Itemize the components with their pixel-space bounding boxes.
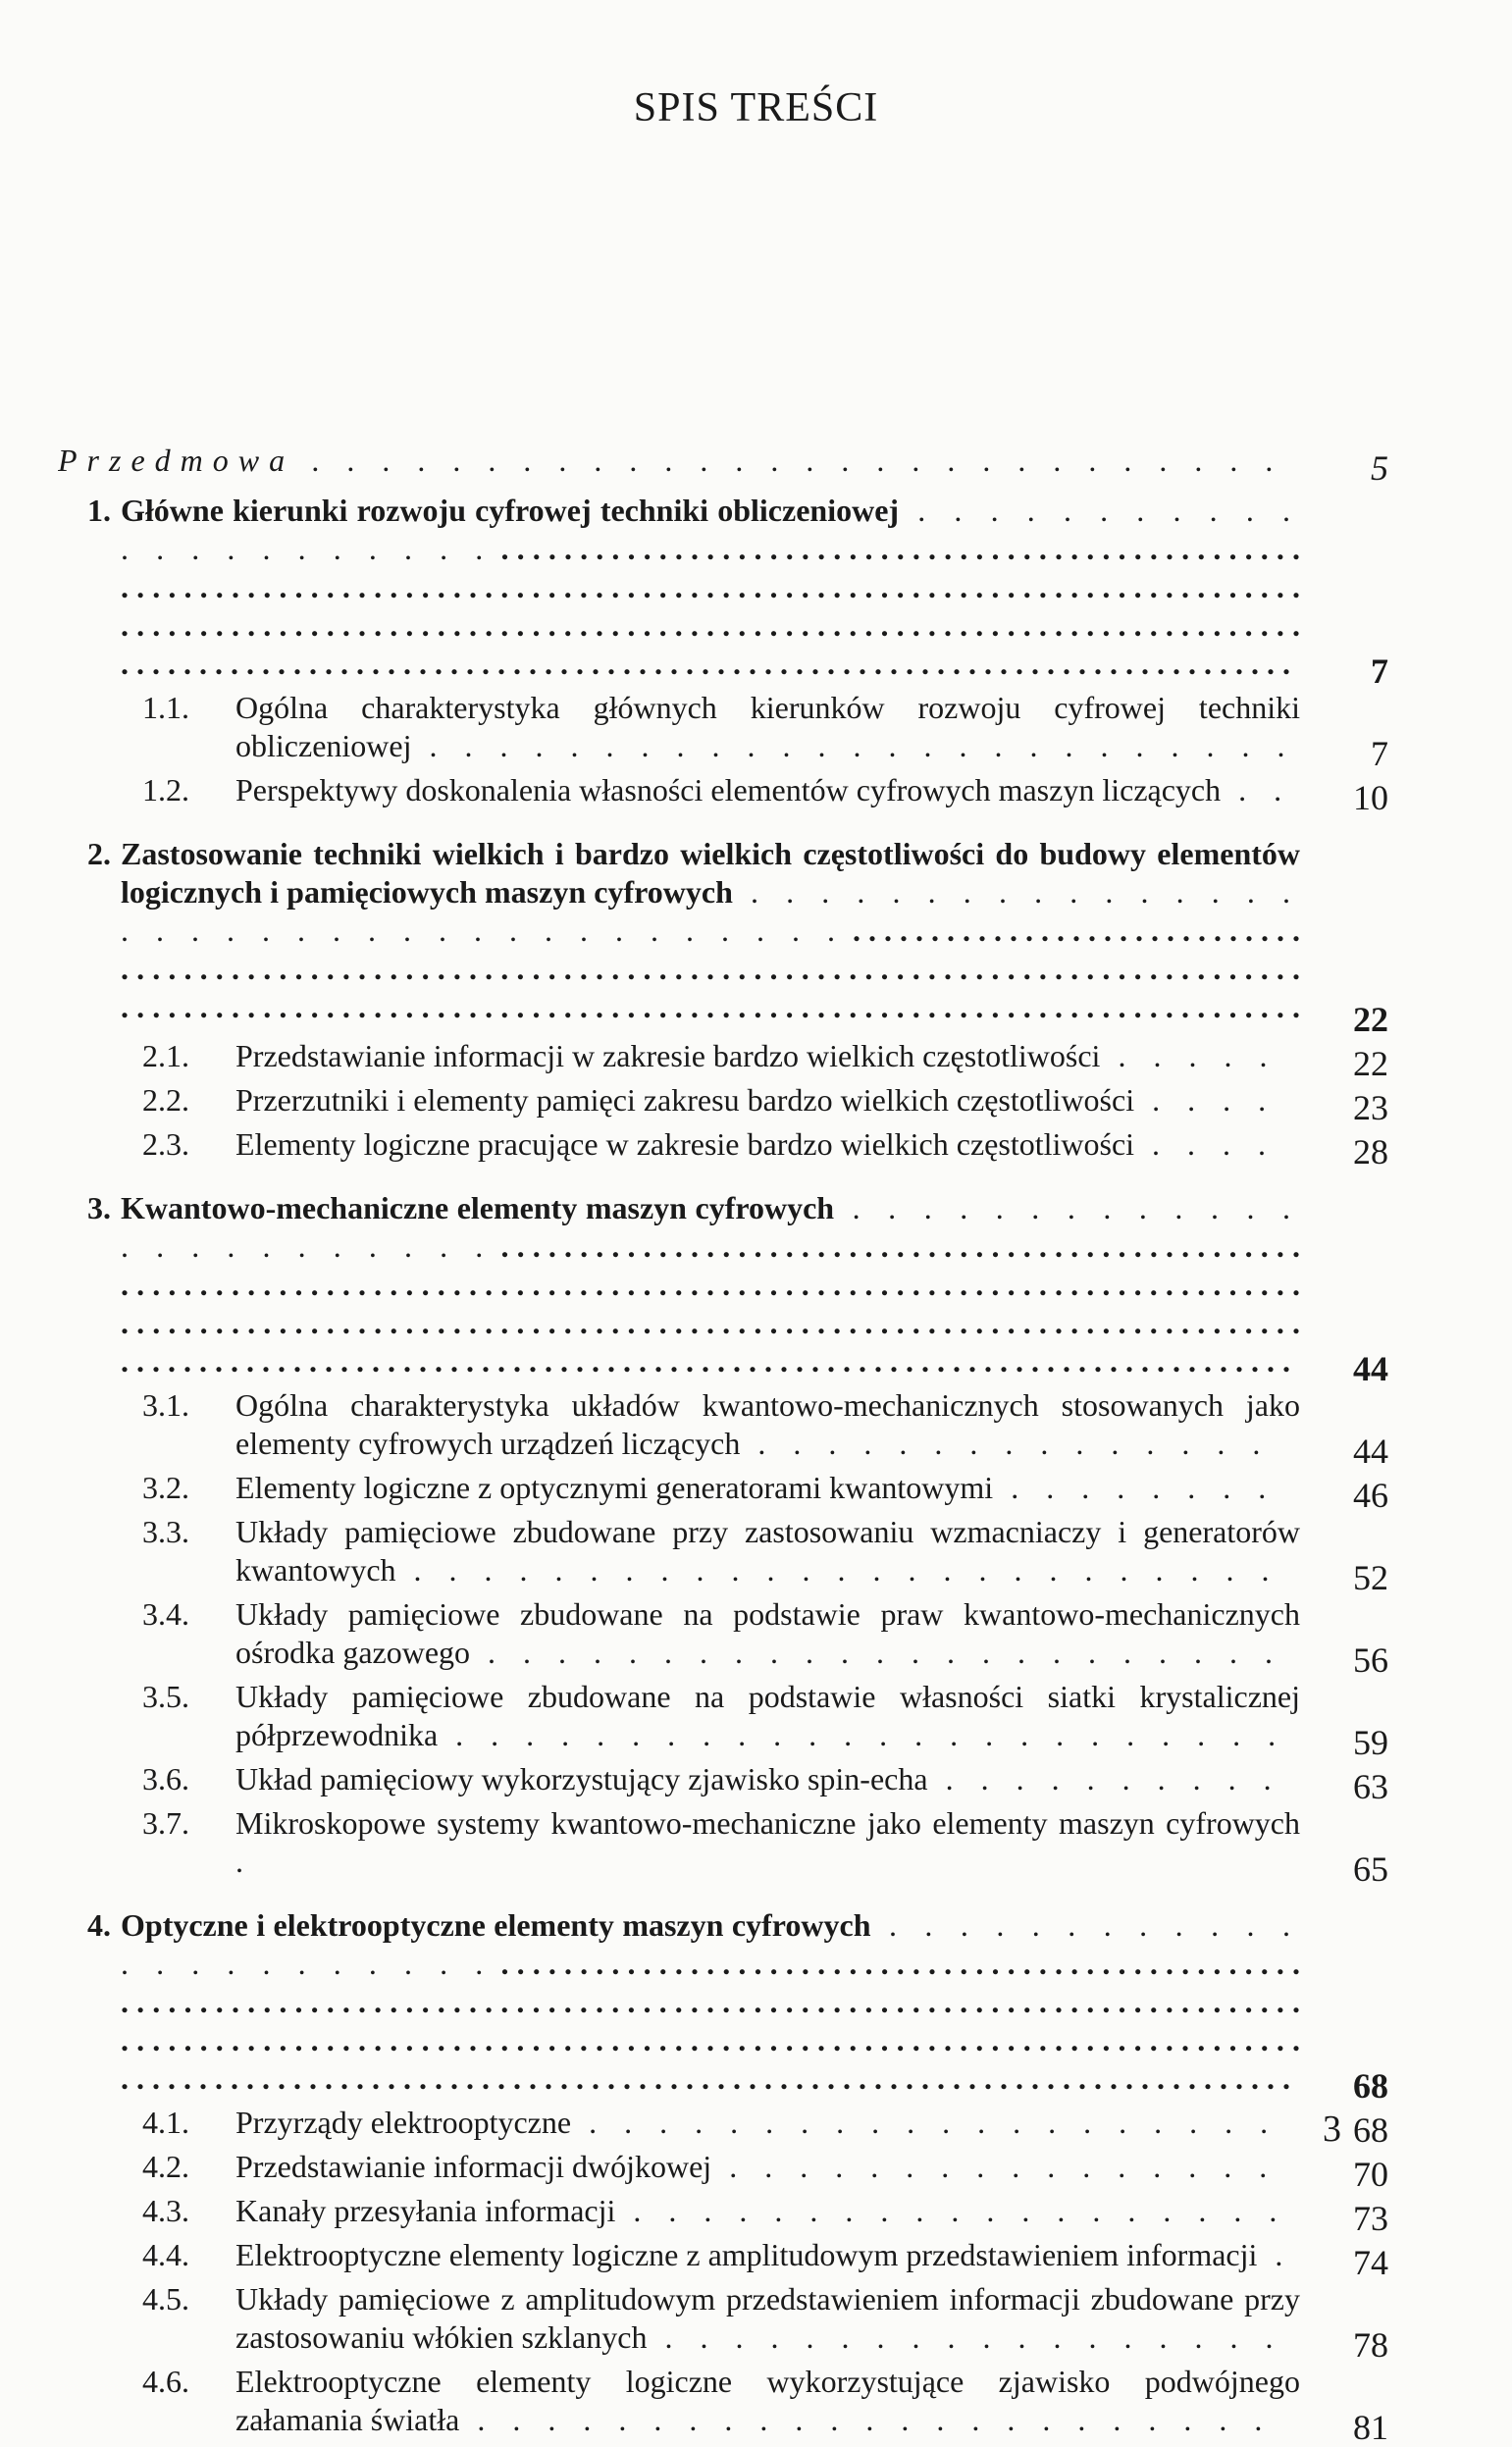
toc-entry-label: Przedmowa . . .	[58, 442, 1300, 480]
section-title: Elektrooptyczne elementy logiczne wykorzystujące zjawisko podwójnego załamania światła . . . . . . . . . . . . . . . . . . . . . . .	[235, 2364, 1300, 2437]
section-page: 73	[1353, 2199, 1388, 2238]
chapter-list	[54, 492, 1388, 2447]
toc-section[interactable]	[54, 1469, 1388, 1515]
section-page: 23	[1353, 1088, 1388, 1127]
toc-section[interactable]	[54, 2363, 1388, 2447]
dot-leader: . . . . . . . . . . . . . . . . . . . . . . . .	[121, 1190, 1300, 1264]
section-number: 3.7.	[142, 1805, 189, 1841]
section-number: 3.4.	[142, 1596, 189, 1632]
dot-leader: . . . .	[1134, 1082, 1277, 1118]
chapter-page: 22	[1353, 1000, 1388, 1039]
toc-section[interactable]	[54, 1595, 1388, 1680]
section-title: Perspektywy doskonalenia własności elementów cyfrowych maszyn liczących . .	[235, 772, 1292, 807]
section-title: Przedstawianie informacji dwójkowej . . . . . . . . . . . . . . . .	[235, 2149, 1277, 2184]
table-of-contents	[54, 442, 1388, 2447]
section-title: Układ pamięciowy wykorzystujący zjawisko spin-echa . . . . . . . . . .	[235, 1761, 1281, 1796]
section-page: 70	[1353, 2155, 1388, 2194]
dot-leader: . . . . . . . . . . . . . . . . . . . . . . . .	[438, 1717, 1286, 1752]
dot-leader: . . . . . . . . . . . . . . . . . . .	[615, 2193, 1287, 2228]
section-page: 22	[1353, 1044, 1388, 1083]
chapter-page: 44	[1353, 1349, 1388, 1388]
section-title: Układy pamięciowe zbudowane na podstawie praw kwantowo-mechanicznych ośrodka gazowego . . . . . . . . . . . . . . . . . . . . . . .	[235, 1596, 1300, 1670]
section-page: 7	[1371, 734, 1388, 773]
section-title: Kanały przesyłania informacji . . . . . . . . . . . . . . . . . . .	[235, 2193, 1287, 2228]
page-title: SPIS TREŚCI	[633, 85, 879, 130]
toc-section[interactable]	[54, 1760, 1388, 1806]
toc-section[interactable]	[54, 1386, 1388, 1471]
section-page: 44	[1353, 1432, 1388, 1471]
section-page: 68	[1353, 2110, 1388, 2150]
section-title: Elementy logiczne z optycznymi generatorami kwantowymi . . . . . . . .	[235, 1470, 1277, 1505]
section-page: 46	[1353, 1476, 1388, 1515]
section-page: 74	[1353, 2243, 1388, 2282]
dot-leader: . . . . . . . . . . . . . . . . . . . .	[571, 2105, 1278, 2140]
toc-section[interactable]	[54, 1513, 1388, 1597]
toc-section[interactable]	[54, 1081, 1388, 1127]
section-number: 3.1.	[142, 1387, 189, 1423]
section-number: 3.5.	[142, 1679, 189, 1714]
dot-leader: . . . . . . . . . . . . . . . . . . . . . . . . . . . . . . . . . . . . .	[121, 874, 1300, 948]
section-number: 4.5.	[142, 2281, 189, 2317]
section-title: Przerzutniki i elementy pamięci zakresu bardzo wielkich częstotliwości . . . .	[235, 1082, 1277, 1118]
toc-chapter[interactable]	[54, 835, 1388, 1039]
chapter-page: 68	[1353, 2066, 1388, 2106]
toc-section[interactable]	[54, 2192, 1388, 2238]
section-page: 10	[1353, 778, 1388, 817]
chapter-number: 2.	[87, 836, 111, 871]
toc-section[interactable]	[54, 2148, 1388, 2194]
toc-section[interactable]	[54, 2236, 1388, 2282]
dot-leader: . . . . . . . . . . . . . . . . . . . . . . .	[459, 2402, 1273, 2437]
dot-leader: . . . . . . . . . . . . . . .	[740, 1426, 1271, 1461]
toc-entry-preface[interactable]	[54, 442, 1388, 488]
chapter-title: Kwantowo-mechaniczne elementy maszyn cyfrowych . . . . . . . . . . . . . . . . . . . . . . . . . . .	[121, 1189, 1300, 1380]
toc-section[interactable]	[54, 2104, 1388, 2150]
dot-leader: .	[235, 1844, 253, 1879]
dot-leader: . . . . . . . .	[993, 1470, 1277, 1505]
section-number: 4.3.	[142, 2193, 189, 2228]
section-number: 4.1.	[142, 2105, 189, 2140]
chapter-number: 3.	[87, 1190, 111, 1225]
section-number: 2.3.	[142, 1126, 189, 1162]
toc-section[interactable]	[54, 1125, 1388, 1171]
section-page: 56	[1353, 1640, 1388, 1680]
section-number: 2.1.	[142, 1038, 189, 1073]
section-page: 28	[1353, 1132, 1388, 1171]
section-page: 63	[1353, 1767, 1388, 1806]
dot-leader: . . . . . . . . . . . . . . . . . .	[647, 2319, 1283, 2355]
section-number: 4.2.	[142, 2149, 189, 2184]
dot-leader: . . . .	[1134, 1126, 1277, 1162]
section-page: 81	[1353, 2408, 1388, 2447]
dot-leader: . .	[1221, 772, 1292, 807]
section-number: 3.2.	[142, 1470, 189, 1505]
chapter-title: Zastosowanie techniki wielkich i bardzo wielkich częstotliwości do budowy elementów logicznych i pamięciowych maszyn cyfrowych . . . . . . . . . . . . . . . . . . . . . . . . . . . . . . . . . . . . . . . .	[121, 835, 1300, 1031]
chapter-title: Główne kierunki rozwoju cyfrowej techniki obliczeniowej . . . . . . . . . . . . . . . . . . . . . . . . .	[121, 492, 1300, 683]
dot-leader: . . . . . . . . . . . . . . . . . . . . . . . . .	[411, 728, 1295, 763]
section-title: Elementy logiczne pracujące w zakresie bardzo wielkich częstotliwości . . . .	[235, 1126, 1277, 1162]
section-title: Elektrooptyczne elementy logiczne z amplitudowym przedstawieniem informacji .	[235, 2237, 1293, 2272]
section-title: Ogólna charakterystyka głównych kierunków rozwoju cyfrowej techniki obliczeniowej . . . . . . . . . . . . . . . . . . . . . . . . .	[235, 690, 1300, 763]
section-title: Przedstawianie informacji w zakresie bardzo wielkich częstotliwości . . . . .	[235, 1038, 1277, 1073]
chapter-number: 1.	[87, 493, 111, 528]
section-title: Układy pamięciowe zbudowane przy zastosowaniu wzmacniaczy i generatorów kwantowych . . . . . . . . . . . . . . . . . . . . . . . . .	[235, 1514, 1300, 1588]
dot-leader: . . . . . . . . . . . . . . . .	[711, 2149, 1277, 2184]
dot-leader: . . . . . . . . . . . . . . . . . . . . . . . . .	[395, 1552, 1279, 1588]
section-title: Układy pamięciowe z amplitudowym przedstawieniem informacji zbudowane przy zastosowaniu włókien szklanych . . . . . . . . . . . . . . . . . .	[235, 2281, 1300, 2355]
section-number: 4.4.	[142, 2237, 189, 2272]
dot-leader: . . . . .	[1100, 1038, 1277, 1073]
toc-chapter[interactable]	[54, 1189, 1388, 1388]
section-page: 78	[1353, 2325, 1388, 2365]
toc-chapter[interactable]	[54, 492, 1388, 691]
section-number: 1.1.	[142, 690, 189, 725]
dot-leader: . . . . . . . . . . . . . . . . . . . . . . .	[121, 1907, 1300, 1981]
chapter-page: 7	[1371, 651, 1388, 691]
toc-section[interactable]	[54, 1037, 1388, 1083]
section-number: 3.3.	[142, 1514, 189, 1549]
section-number: 1.2.	[142, 772, 189, 807]
section-page: 52	[1353, 1558, 1388, 1597]
toc-section[interactable]	[54, 1678, 1388, 1762]
toc-section[interactable]	[54, 1804, 1388, 1889]
section-title: Przyrządy elektrooptyczne . . . . . . . . . . . . . . . . . . . .	[235, 2105, 1278, 2140]
section-title: Układy pamięciowe zbudowane na podstawie własności siatki krystalicznej półprzewodnika . . . . . . . . . . . . . . . . . . . . . . . .	[235, 1679, 1300, 1752]
toc-section[interactable]	[54, 771, 1388, 817]
chapter-number: 4.	[87, 1907, 111, 1943]
toc-entry-page: 5	[1371, 448, 1388, 488]
section-title: Mikroskopowe systemy kwantowo-mechaniczne jako elementy maszyn cyfrowych .	[235, 1805, 1300, 1879]
toc-section[interactable]	[54, 689, 1388, 773]
section-title: Ogólna charakterystyka układów kwantowo-mechanicznych stosowanych jako elementy cyfrowych urządzeń liczących . . . . . . . . . . . . . . .	[235, 1387, 1300, 1461]
toc-section[interactable]	[54, 2280, 1388, 2365]
chapter-title: Optyczne i elektrooptyczne elementy maszyn cyfrowych . . . . . . . . . . . . . . . . . . . . . . . . . .	[121, 1906, 1300, 2098]
dot-leader: .	[1257, 2237, 1293, 2272]
section-number: 4.6.	[142, 2364, 189, 2399]
section-number: 3.6.	[142, 1761, 189, 1796]
section-number: 2.2.	[142, 1082, 189, 1118]
page-number: 3	[1323, 2109, 1341, 2150]
dot-leader: . . . . . . . . . .	[927, 1761, 1281, 1796]
toc-chapter[interactable]	[54, 1906, 1388, 2106]
section-page: 59	[1353, 1723, 1388, 1762]
dot-leader: . . . . . . . . . . . . . . . . . . . . . . .	[470, 1635, 1283, 1670]
dot-leader: . . . . . . . . . . . . . . . . . . . . . .	[121, 493, 1300, 566]
section-page: 65	[1353, 1849, 1388, 1889]
